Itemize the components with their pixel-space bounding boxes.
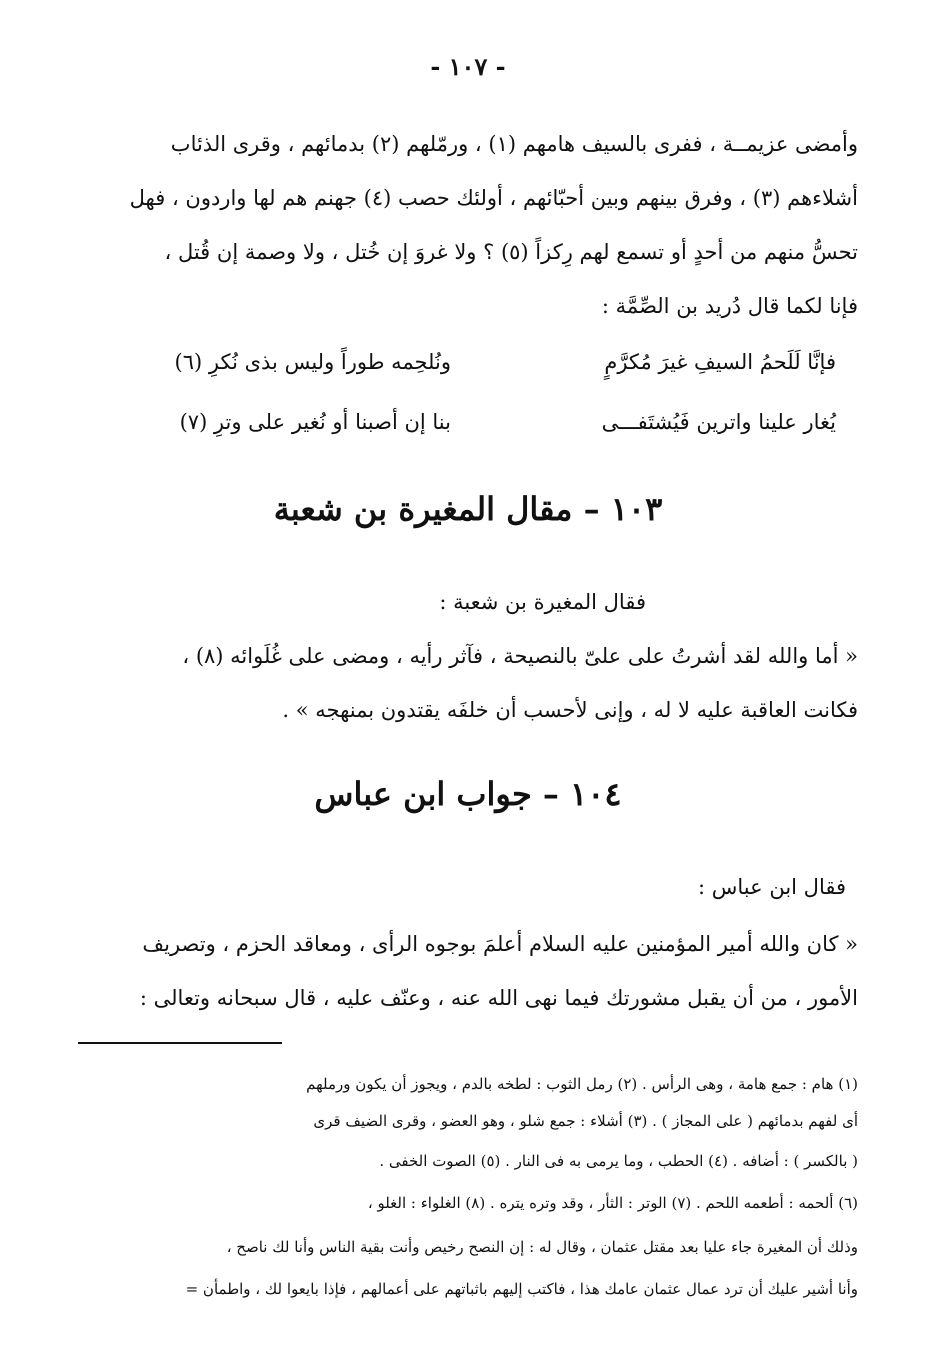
footnote-line-6: وأنا أشير عليك أن ترد عمال عثمان عامك هذا ، فاكتب إليهم باثباتهم على أعمالهم ، فإذا بايعوا لك ، واطمأن = bbox=[185, 1280, 858, 1298]
verse-1-second-hemistich: ونُلحِمه طوراً وليس بذى نُكرِ (٦) bbox=[174, 350, 451, 374]
verse-2-first-hemistich: يُغار علينا واترين فَيُشتَفـــى bbox=[601, 410, 836, 434]
footnote-line-5: وذلك أن المغيرة جاء عليا بعد مقتل عثمان ، وقال له : إن النصح رخيص وأنت بقية الناس وأنا لك ناصح ، bbox=[226, 1238, 858, 1256]
section-103-line-1: « أما والله لقد أشرتُ على علىّ بالنصيحة ، فآثر رأيه ، ومضى على غُلَوائه (٨) ، bbox=[182, 644, 858, 668]
section-104-line-2: الأمور ، من أن يقبل مشورتك فيما نهى الله عنه ، وعنّف عليه ، قال سبحانه وتعالى : bbox=[139, 986, 858, 1010]
section-103-intro: فقال المغيرة بن شعبة : bbox=[439, 590, 646, 614]
section-103-line-2: فكانت العاقبة عليه لا له ، وإنى لأحسب أن خلفَه يقتدون بمنهجه » . bbox=[282, 698, 858, 722]
footnote-line-2: أى لفهم بدمائهم ( على المجاز ) . (٣) أشلاء : جمع شلو ، وهو العضو ، وقرى الضيف قرى bbox=[313, 1112, 858, 1130]
footnote-separator bbox=[78, 1042, 282, 1044]
footnote-line-4: (٦) ألحمه : أطعمه اللحم . (٧) الوتر : الثأر ، وقد وتره يتره . (٨) الغلواء : الغلو ، bbox=[367, 1194, 858, 1212]
footnote-line-3: ( بالكسر ) : أضافه . (٤) الحطب ، وما يرمى به فى النار . (٥) الصوت الخفى . bbox=[379, 1152, 858, 1170]
intro-line-3: تحسُّ منهم من أحدٍ أو تسمع لهم رِكزاً (٥) ؟ ولا غروَ إن خُتل ، ولا وصمة إن قُتل ، bbox=[164, 240, 858, 264]
intro-line-4: فإنا لكما قال دُريد بن الصِّمَّة : bbox=[601, 294, 858, 318]
section-104-title: ١٠٤ – جواب ابن عباس bbox=[314, 775, 622, 813]
verse-2-second-hemistich: بنا إن أصبنا أو نُغير على وترِ (٧) bbox=[179, 410, 451, 434]
section-104-line-1: « كان والله أمير المؤمنين عليه السلام أعلمَ بوجوه الرأى ، ومعاقد الحزم ، وتصريف bbox=[142, 932, 858, 956]
footnote-line-1: (١) هام : جمع هامة ، وهى الرأس . (٢) رمل الثوب : لطخه بالدم ، ويجوز أن يكون ورملهم bbox=[306, 1075, 858, 1093]
page-number: - ١٠٧ - bbox=[430, 52, 506, 81]
section-104-intro: فقال ابن عباس : bbox=[698, 875, 846, 899]
section-103-title: ١٠٣ – مقال المغيرة بن شعبة bbox=[273, 490, 663, 528]
intro-line-1: وأمضى عزيمــة ، ففرى بالسيف هامهم (١) ، ورمّلهم (٢) بدمائهم ، وقرى الذئاب bbox=[170, 132, 858, 156]
intro-line-2: أشلاءهم (٣) ، وفرق بينهم وبين أحبّائهم ، أولئك حصب (٤) جهنم هم لها واردون ، فهل bbox=[129, 186, 858, 210]
verse-1-first-hemistich: فإنَّا لَلَحمُ السيفِ غيرَ مُكرَّمٍ bbox=[604, 350, 836, 374]
